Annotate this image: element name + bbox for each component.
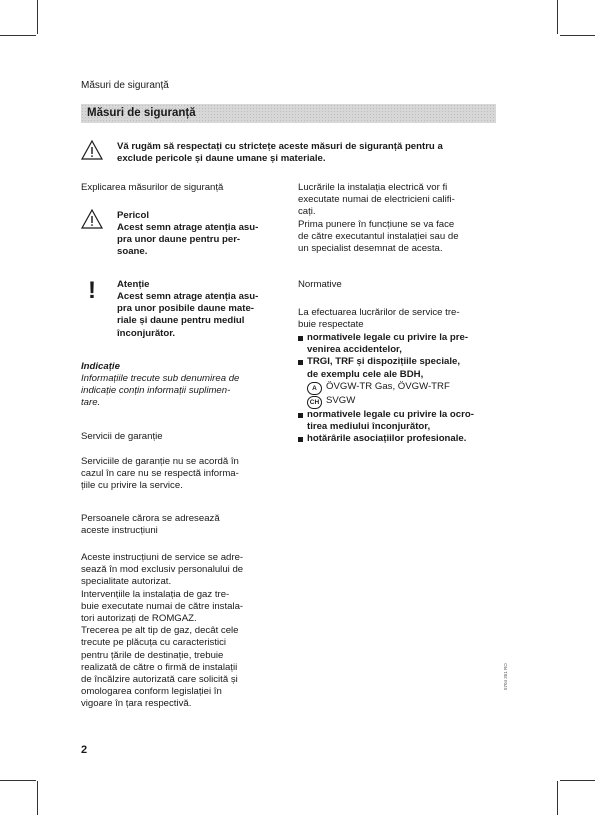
- bullet-icon: [298, 437, 303, 442]
- country-item: A ÖVGW-TR Gas, ÖVGW-TRF: [298, 381, 498, 395]
- warning-triangle-icon: [81, 209, 103, 229]
- attention-text: Acest semn atrage atenția asu- pra unor posibile daune mate- riale și daune pentru mediul înconjurător.: [117, 291, 259, 339]
- intro-text: Vă rugăm să respectați cu strictețe aceste măsuri de siguranță pentru a exclude pericole și daune umane și materiale.: [117, 141, 443, 165]
- electric-text: Lucrările la instalația electrică vor fi executate numai de electricieni califi- cați. Prima punere în funcțiune se va face de către executantul instalației sau de un specialist desemnat de acesta.: [298, 182, 459, 255]
- list-item: hotărârile asociațiilor profesionale.: [298, 433, 498, 445]
- crop-mark-bottom-left-h: [0, 780, 36, 781]
- crop-mark-top-left-h: [0, 35, 36, 36]
- bullet-icon: [298, 336, 303, 341]
- danger-title: Pericol: [117, 210, 149, 221]
- note-text: Informațiile trecute sub denumirea de indicație conțin informații suplimen- tare.: [81, 373, 240, 409]
- crop-mark-bottom-right: [557, 781, 558, 815]
- warranty-text: Serviciile de garanție nu se acordă în cazul în care nu se respectă informa- țiile cu privire la service.: [81, 456, 239, 492]
- crop-mark-top-right-h: [560, 35, 595, 36]
- exclamation-icon: !: [88, 277, 96, 304]
- page-number: 2: [81, 744, 88, 756]
- danger-text: Acest semn atrage atenția asu- pra unor daune pentru per- soane.: [117, 222, 259, 258]
- norms-list: [298, 332, 498, 445]
- explain-heading: Explicarea măsurilor de siguranță: [81, 182, 224, 193]
- section-title: Măsuri de siguranță: [87, 107, 196, 119]
- crop-mark-bottom-left: [37, 781, 38, 815]
- country-badge: A: [307, 382, 322, 395]
- attention-title: Atenție: [117, 279, 150, 290]
- running-header: Măsuri de siguranță: [81, 80, 169, 91]
- persons-heading: Persoanele cărora se adresează aceste instrucțiuni: [81, 513, 220, 537]
- list-item: TRGI, TRF și dispozițiile speciale, de exemplu cele ale BDH,: [298, 356, 498, 380]
- list-item: normativele legale cu privire la pre- venirea accidentelor,: [298, 332, 498, 356]
- norms-intro: La efectuarea lucrărilor de service tre- buie respectate: [298, 307, 460, 331]
- persons-text: Aceste instrucțiuni de service se adre- sează în mod exclusiv personalului de specialitate autorizat. Intervențiile la instalația de gaz tre- buie executate numai de către instala- tori autorizați de ROMGAZ. Trecerea pe alt tip de gaz, decât cele trecute pe plăcuța cu caracteristici pentru țările de destinație, trebuie realizată de către o firmă de instalații de încălzire autorizată care solicită și omologarea conform legislației în vigoare în țara respectivă.: [81, 552, 244, 710]
- note-title: Indicație: [81, 361, 120, 372]
- warranty-heading: Servicii de garanție: [81, 431, 163, 442]
- crop-mark-top-left: [37, 0, 38, 34]
- country-badge: CH: [307, 396, 322, 409]
- crop-mark-top-right: [557, 0, 558, 34]
- norms-heading: Normative: [298, 279, 342, 290]
- crop-mark-bottom-right-h: [560, 780, 595, 781]
- list-item: normativele legale cu privire la ocro- tirea mediului înconjurător,: [298, 409, 498, 433]
- country-item: CH SVGW: [298, 395, 498, 409]
- bullet-icon: [298, 360, 303, 365]
- bullet-icon: [298, 413, 303, 418]
- section-title-bar: [81, 104, 496, 123]
- warning-triangle-icon: [81, 140, 103, 160]
- document-code: 5704 351 RO: [503, 663, 508, 690]
